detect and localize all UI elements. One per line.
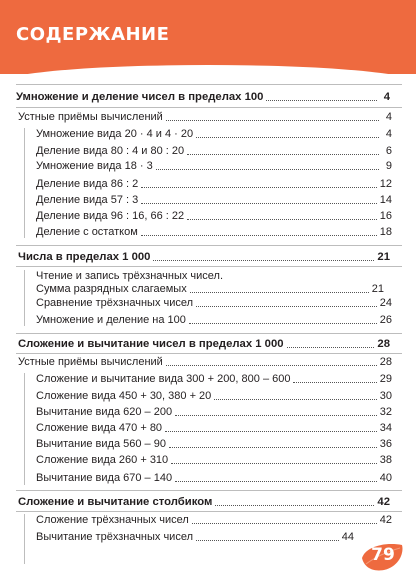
toc-entry[interactable]: Вычитание вида 620 – 200 32 bbox=[36, 406, 392, 418]
section-divider bbox=[16, 266, 402, 267]
section-divider bbox=[16, 511, 402, 512]
page-number: 79 bbox=[371, 545, 395, 565]
section-heading[interactable] bbox=[18, 338, 390, 351]
bracket-line bbox=[24, 128, 25, 238]
toc-entry[interactable]: Сложение и вычитание вида 300 + 200, 800 – 600 29 bbox=[36, 373, 392, 385]
toc-entry[interactable]: Сравнение трёхзначных чисел 24 bbox=[36, 297, 392, 309]
section-divider bbox=[16, 245, 402, 246]
toc-entry[interactable]: Сложение вида 470 + 80 34 bbox=[36, 422, 392, 434]
toc-entry[interactable]: Сумма разрядных слагаемых 21 bbox=[36, 283, 384, 295]
bracket-line bbox=[24, 270, 25, 326]
toc-entry[interactable]: Вычитание вида 670 – 140 40 bbox=[36, 472, 392, 484]
toc-entry[interactable]: Умножение вида 20 · 4 и 4 · 20 4 bbox=[36, 128, 392, 140]
page-ref: 28 bbox=[377, 338, 390, 350]
toc-entry[interactable]: Сложение вида 260 + 310 38 bbox=[36, 454, 392, 466]
bracket-line bbox=[24, 373, 25, 485]
toc-entry[interactable]: Устные приёмы вычислений 28 bbox=[18, 356, 392, 368]
toc-entry[interactable]: Вычитание вида 560 – 90 36 bbox=[36, 438, 392, 450]
dot-leader bbox=[266, 100, 377, 101]
section-title: Умножение и деление чисел в пределах 100 bbox=[16, 91, 264, 103]
bracket-line bbox=[24, 514, 25, 564]
section-heading[interactable] bbox=[18, 251, 390, 264]
toc-entry[interactable]: Сложение трёхзначных чисел 42 bbox=[36, 514, 392, 526]
toc-entry[interactable]: Деление вида 96 : 16, 66 : 22 16 bbox=[36, 210, 392, 222]
toc-entry[interactable]: Устные приёмы вычислений 4 bbox=[18, 111, 392, 123]
toc-entry[interactable]: Деление с остатком 18 bbox=[36, 226, 392, 238]
page-title: СОДЕРЖАНИЕ bbox=[16, 24, 170, 45]
toc-entry[interactable]: Умножение вида 18 · 3 9 bbox=[36, 160, 392, 172]
toc-entry[interactable]: Деление вида 80 : 4 и 80 : 20 6 bbox=[36, 145, 392, 157]
section-divider bbox=[16, 490, 402, 491]
toc-entry-line1: Чтение и запись трёхзначных чисел. bbox=[36, 270, 224, 282]
section-title: Числа в пределах 1 000 bbox=[18, 251, 151, 263]
section-heading[interactable] bbox=[16, 91, 390, 104]
section-title: Сложение и вычитание чисел в пределах 1 000 bbox=[18, 338, 284, 350]
page-ref: 42 bbox=[377, 496, 390, 508]
section-divider bbox=[16, 107, 402, 108]
section-heading[interactable] bbox=[18, 496, 390, 509]
section-title: Сложение и вычитание столбиком bbox=[18, 496, 213, 508]
page-ref: 21 bbox=[377, 251, 390, 263]
toc-entry[interactable]: Вычитание трёхзначных чисел 44 bbox=[36, 531, 354, 543]
section-divider bbox=[16, 353, 402, 354]
toc-entry[interactable]: Сложение вида 450 + 30, 380 + 20 30 bbox=[36, 390, 392, 402]
section-divider bbox=[16, 333, 402, 334]
toc-entry[interactable]: Деление вида 57 : 3 14 bbox=[36, 194, 392, 206]
toc-entry[interactable]: Умножение и деление на 100 26 bbox=[36, 314, 392, 326]
toc-entry[interactable]: Деление вида 86 : 2 12 bbox=[36, 178, 392, 190]
section-divider bbox=[16, 84, 402, 85]
page-ref: 4 bbox=[383, 91, 390, 103]
